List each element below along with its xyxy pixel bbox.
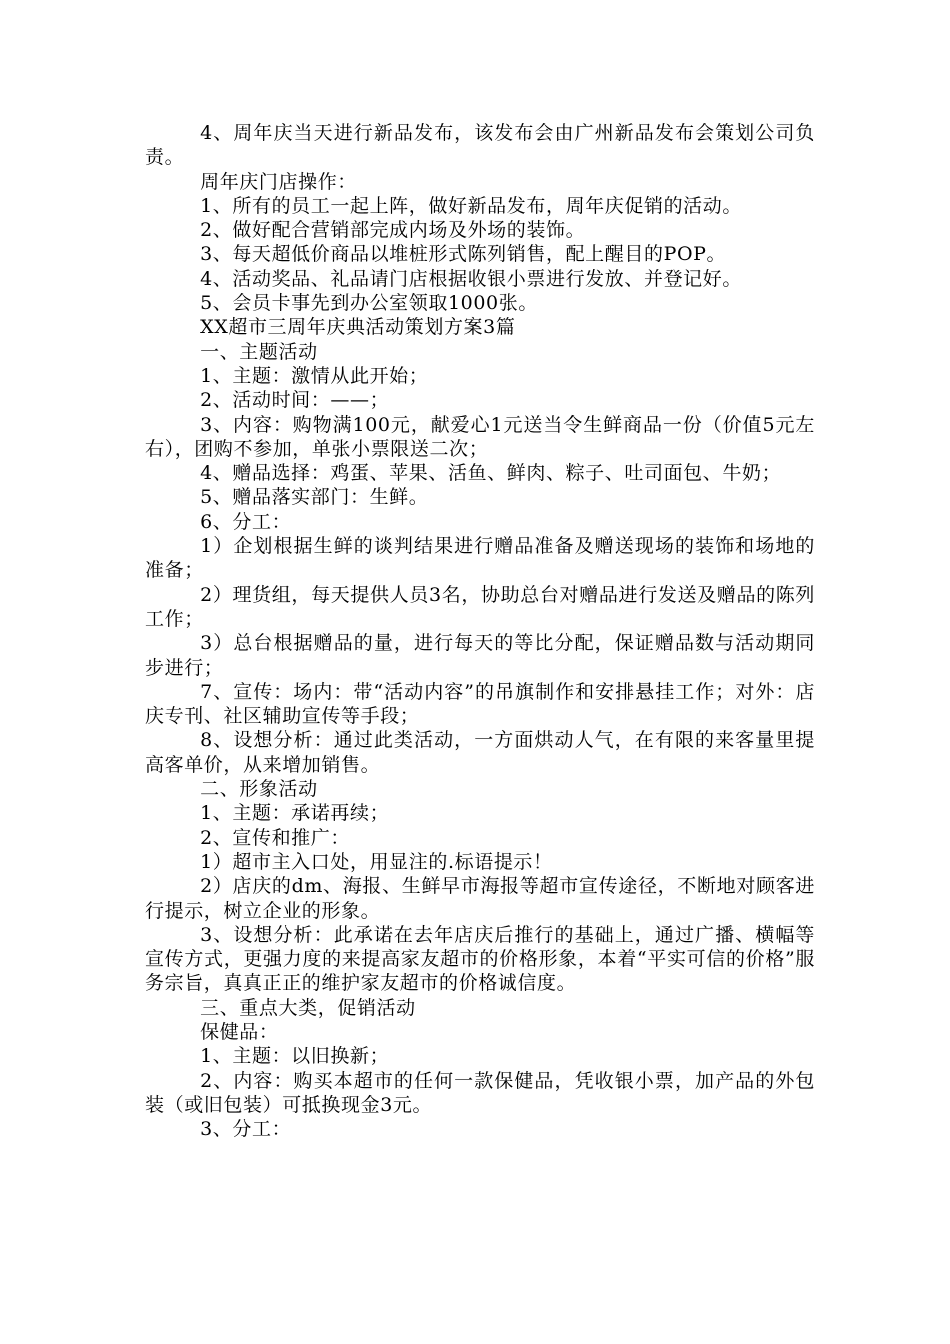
- paragraph-13: 4、赠品选择：鸡蛋、苹果、活鱼、鲜肉、粽子、吐司面包、牛奶；: [200, 462, 782, 485]
- paragraph-18: 3）总台根据赠品的量，进行每天的等比分配，保证赠品数与活动期同步进行；: [145, 632, 815, 679]
- paragraph-11: 2、活动时间：——；: [200, 389, 390, 412]
- paragraph-20: 8、设想分析：通过此类活动，一方面烘动人气，在有限的来客量里提高客单价，从来增加销售。: [145, 729, 815, 776]
- paragraph-25: 2）店庆的dm、海报、生鲜早市海报等超市宣传途径，不断地对顾客进行提示，树立企业的形象。: [145, 875, 815, 922]
- paragraph-19: 7、宣传：场内：带“活动内容”的吊旗制作和安排悬挂工作；对外：店庆专刊、社区辅助宣传等手段；: [145, 680, 815, 728]
- paragraph-6: 4、活动奖品、礼品请门店根据收银小票进行发放、并登记好。: [200, 267, 742, 290]
- paragraph-23: 2、宣传和推广：: [200, 826, 350, 849]
- paragraph-4: 2、做好配合营销部完成内场及外场的装饰。: [200, 219, 586, 242]
- paragraph-17: 2）理货组，每天提供人员3名，协助总台对赠品进行发送及赠品的陈列工作；: [145, 583, 815, 630]
- paragraph-9: 一、主题活动: [200, 340, 318, 363]
- paragraph-5: 3、每天超低价商品以堆桩形式陈列销售，配上醒目的POP。: [200, 243, 727, 266]
- paragraph-27: 三、重点大类，促销活动: [200, 996, 416, 1019]
- paragraph-26: 3、设想分析：此承诺在去年店庆后推行的基础上，通过广播、横幅等宣传方式，更强力度的来提高家友超市的价格形象，本着“平实可信的价格”服务宗旨，真真正正的维护家友超市的价格诚信度。: [145, 923, 815, 995]
- paragraph-12: 3、内容：购物满100元，献爱心1元送当令生鲜商品一份（价值5元左右），团购不参加，单张小票限送二次；: [145, 413, 815, 460]
- paragraph-14: 5、赠品落实部门：生鲜。: [200, 486, 429, 509]
- paragraph-21: 二、形象活动: [200, 778, 318, 801]
- paragraph-16: 1）企划根据生鲜的谈判结果进行赠品准备及赠送现场的装饰和场地的准备；: [145, 535, 815, 582]
- paragraph-24: 1）超市主入口处，用显注的.标语提示！: [200, 850, 553, 873]
- paragraph-3: 1、所有的员工一起上阵，做好新品发布，周年庆促销的活动。: [200, 194, 742, 217]
- paragraph-31: 3、分工：: [200, 1118, 292, 1141]
- paragraph-1: 4、周年庆当天进行新品发布，该发布会由广州新品发布会策划公司负责。: [145, 122, 815, 169]
- paragraph-15: 6、分工：: [200, 510, 292, 533]
- paragraph-10: 1、主题：激情从此开始；: [200, 364, 429, 387]
- paragraph-2: 周年庆门店操作：: [200, 170, 357, 193]
- paragraph-22: 1、主题：承诺再续；: [200, 802, 390, 825]
- paragraph-28: 保健品：: [200, 1020, 279, 1043]
- document-page: [145, 121, 815, 1141]
- paragraph-7: 5、会员卡事先到办公室领取1000张。: [200, 292, 538, 315]
- section-title: XX超市三周年庆典活动策划方案3篇: [200, 316, 516, 339]
- paragraph-30: 2、内容：购买本超市的任何一款保健品，凭收银小票，加产品的外包装（或旧包装）可抵换现金3元。: [145, 1069, 815, 1116]
- paragraph-29: 1、主题：以旧换新；: [200, 1045, 390, 1068]
